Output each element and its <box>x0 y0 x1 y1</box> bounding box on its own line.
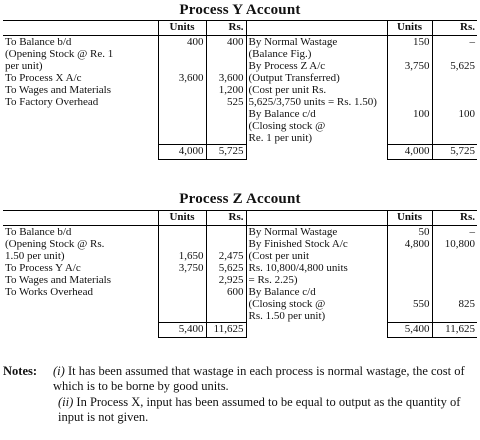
note-number: (i) <box>53 364 65 378</box>
credit-particulars: By Balance c/d <box>246 286 387 298</box>
table-row <box>3 286 477 298</box>
table-row <box>3 238 477 250</box>
totals-row <box>3 144 477 159</box>
debit-particulars: (Opening Stock @ Rs. <box>3 238 158 250</box>
credit-particulars: Rs. 1.50 per unit) <box>246 310 387 322</box>
credit-units: 50 <box>387 226 432 239</box>
totals-row <box>3 322 477 337</box>
table-row <box>3 96 477 108</box>
table-row <box>3 298 477 310</box>
credit-particulars: (Output Transferred) <box>246 72 387 84</box>
credit-units: 3,750 <box>387 60 432 72</box>
credit-particulars: (Closing stock @ <box>246 120 387 132</box>
debit-units: 3,600 <box>158 72 206 84</box>
process-y-table <box>3 20 477 160</box>
notes-label: Notes: <box>3 364 38 378</box>
debit-total-amount: 11,625 <box>206 322 246 337</box>
debit-particulars: (Opening Stock @ Re. 1 <box>3 48 158 60</box>
debit-amount: 1,200 <box>206 84 246 96</box>
debit-units: 400 <box>158 36 206 49</box>
debit-amount: 5,625 <box>206 262 246 274</box>
rs-header: Rs. <box>206 21 246 36</box>
table-row <box>3 274 477 286</box>
credit-particulars: By Balance c/d <box>246 108 387 120</box>
table-row <box>3 120 477 132</box>
debit-particulars: To Process X A/c <box>3 72 158 84</box>
table-row <box>3 250 477 262</box>
credit-units: 550 <box>387 298 432 310</box>
credit-total-amount: 11,625 <box>432 322 477 337</box>
debit-amount: 2,475 <box>206 250 246 262</box>
credit-particulars: = Rs. 2.25) <box>246 274 387 286</box>
process-y-title: Process Y Account <box>179 2 301 18</box>
debit-units <box>158 274 206 286</box>
rs-header: Rs. <box>432 211 477 226</box>
table-row <box>3 60 477 72</box>
debit-total-amount: 5,725 <box>206 144 246 159</box>
table-row <box>3 36 477 49</box>
debit-units <box>158 84 206 96</box>
credit-particulars: By Normal Wastage <box>246 226 387 239</box>
note-item <box>53 364 477 394</box>
debit-particulars: To Works Overhead <box>3 286 158 298</box>
units-header: Units <box>387 21 432 36</box>
credit-particulars: 5,625/3,750 units = Rs. 1.50) <box>246 96 387 108</box>
note-item <box>58 395 480 425</box>
units-header: Units <box>158 211 206 226</box>
credit-total-amount: 5,725 <box>432 144 477 159</box>
debit-particulars: per unit) <box>3 60 158 72</box>
rs-header: Rs. <box>206 211 246 226</box>
credit-amount: 10,800 <box>444 238 475 250</box>
table-row <box>3 226 477 239</box>
credit-amount: – <box>469 36 475 48</box>
table-row <box>3 262 477 274</box>
table-row <box>3 72 477 84</box>
table-row <box>3 84 477 96</box>
credit-particulars: Rs. 10,800/4,800 units <box>246 262 387 274</box>
credit-amount: – <box>469 226 475 238</box>
credit-particulars: (Balance Fig.) <box>246 48 387 60</box>
debit-units <box>158 96 206 108</box>
debit-total-units: 4,000 <box>158 144 206 159</box>
debit-units: 1,650 <box>158 250 206 262</box>
table-row <box>3 132 477 144</box>
debit-particulars: To Balance b/d <box>3 226 158 239</box>
debit-particulars: To Balance b/d <box>3 36 158 49</box>
note-number: (ii) <box>58 395 74 409</box>
credit-particulars: By Normal Wastage <box>246 36 387 49</box>
debit-particulars: To Factory Overhead <box>3 96 158 108</box>
credit-total-units: 5,400 <box>387 322 432 337</box>
debit-particulars: To Process Y A/c <box>3 262 158 274</box>
debit-particulars: To Wages and Materials <box>3 84 158 96</box>
credit-amount: 5,625 <box>450 60 475 72</box>
table-row <box>3 108 477 120</box>
debit-particulars: 1.50 per unit) <box>3 250 158 262</box>
debit-units <box>158 286 206 298</box>
note-text: In Process X, input has been assumed to be equal to output as the quantity of input is not given. <box>58 395 461 424</box>
debit-amount: 600 <box>206 286 246 298</box>
rs-header: Rs. <box>432 21 477 36</box>
units-header: Units <box>158 21 206 36</box>
credit-particulars: (Cost per unit Rs. <box>246 84 387 96</box>
debit-total-units: 5,400 <box>158 322 206 337</box>
credit-particulars: Re. 1 per unit) <box>246 132 387 144</box>
credit-particulars: (Closing stock @ <box>246 298 387 310</box>
debit-amount: 525 <box>206 96 246 108</box>
units-header: Units <box>387 211 432 226</box>
debit-units: 3,750 <box>158 262 206 274</box>
credit-particulars: By Process Z A/c <box>246 60 387 72</box>
credit-particulars: By Finished Stock A/c <box>246 238 387 250</box>
credit-units: 4,800 <box>387 238 432 250</box>
table-header-row <box>3 21 477 36</box>
process-z-title: Process Z Account <box>179 191 301 207</box>
debit-amount: 400 <box>206 36 246 49</box>
credit-units: 150 <box>387 36 432 49</box>
credit-units: 100 <box>387 108 432 120</box>
credit-particulars: (Cost per unit <box>246 250 387 262</box>
debit-particulars: To Wages and Materials <box>3 274 158 286</box>
credit-total-units: 4,000 <box>387 144 432 159</box>
credit-amount: 825 <box>458 298 475 310</box>
note-text: It has been assumed that wastage in each process is normal wastage, the cost of which is to be borne by good units. <box>53 364 465 393</box>
table-row <box>3 48 477 60</box>
debit-amount: 3,600 <box>206 72 246 84</box>
table-row <box>3 310 477 322</box>
table-header-row <box>3 211 477 226</box>
credit-amount: 100 <box>458 108 475 120</box>
debit-amount: 2,925 <box>206 274 246 286</box>
process-z-table <box>3 210 477 338</box>
